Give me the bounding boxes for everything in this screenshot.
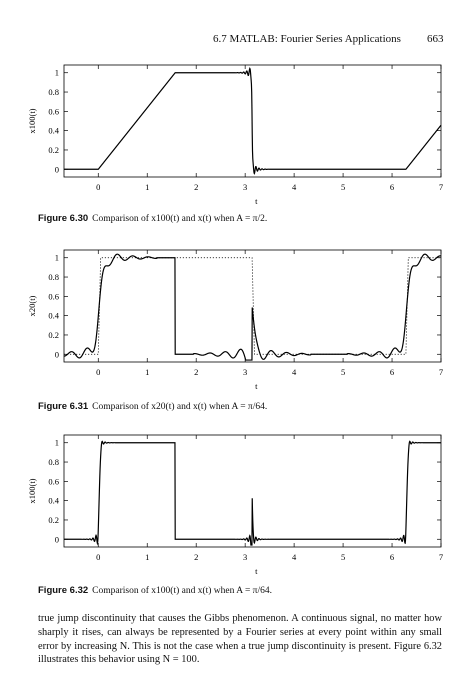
fourier-approximation-line	[64, 441, 441, 545]
x-tick-label: 6	[389, 182, 395, 192]
x-tick-label: 0	[96, 367, 101, 377]
running-header	[0, 33, 474, 47]
x-tick-label: 4	[291, 182, 297, 192]
figure-6-32-plot	[0, 425, 474, 575]
y-tick-label: 0.8	[48, 272, 59, 283]
x-tick-label: 5	[340, 367, 346, 377]
figure-6-32	[0, 425, 474, 605]
x-tick-label: 6	[389, 367, 395, 377]
x-tick-label: 1	[145, 367, 150, 377]
y-tick-label: 0.8	[48, 87, 59, 98]
figure-label: Figure 6.30	[38, 213, 89, 224]
caption-text: Comparison of x100(t) and x(t) when A = π/64.	[92, 586, 272, 596]
y-tick-label: 0.8	[48, 457, 59, 468]
x-tick-label: 0	[96, 552, 101, 562]
figure-6-31	[0, 240, 474, 420]
figure-6-30-caption	[38, 213, 267, 224]
y-axis-label: x100(t)	[27, 478, 37, 504]
x-tick-label: 4	[291, 552, 297, 562]
x-tick-label: 2	[194, 367, 199, 377]
section-title: 6.7 MATLAB: Fourier Series Applications	[213, 33, 401, 45]
x-tick-label: 2	[194, 552, 199, 562]
y-tick-label: 0.2	[48, 514, 59, 525]
x-tick-label: 5	[340, 552, 346, 562]
y-tick-label: 0.6	[48, 106, 59, 117]
y-tick-label: 0	[54, 349, 59, 360]
y-tick-label: 1	[54, 67, 59, 78]
page-number: 663	[427, 33, 444, 45]
caption-text: Comparison of x20(t) and x(t) when A = π/64.	[92, 402, 268, 412]
x-axis-label: t	[255, 381, 258, 391]
x-tick-label: 1	[145, 552, 150, 562]
y-axis-label: x20(t)	[27, 295, 37, 317]
y-tick-label: 0.4	[48, 125, 59, 136]
x-tick-label: 6	[389, 552, 395, 562]
x-tick-label: 7	[438, 367, 444, 377]
y-tick-label: 1	[54, 252, 59, 263]
x-tick-label: 7	[438, 552, 444, 562]
x-axis-label: t	[255, 196, 258, 206]
y-tick-label: 0.2	[48, 329, 59, 340]
x-tick-label: 7	[438, 182, 444, 192]
figure-label: Figure 6.31	[38, 401, 89, 412]
figure-label: Figure 6.32	[38, 585, 89, 596]
y-tick-label: 1	[54, 437, 59, 448]
x-tick-label: 0	[96, 182, 101, 192]
x-axis-label: t	[255, 566, 258, 576]
x-tick-label: 3	[243, 182, 248, 192]
x-tick-label: 3	[243, 367, 248, 377]
caption-text: Comparison of x100(t) and x(t) when A = π/2.	[92, 214, 268, 224]
y-tick-label: 0	[54, 534, 59, 545]
x-tick-label: 5	[340, 182, 346, 192]
y-tick-label: 0.6	[48, 476, 59, 487]
body-paragraph: true jump discontinuity that causes the Gibbs phenomenon. A continuous signal, no matter how sharply it rises, can always be represented by a Fourier series at every point within any small error by increasing N. This is not the case when a true jump discontinuity is present. Figure 6.32 illustrates this behavior using N = 100.	[38, 613, 442, 666]
figure-6-30	[0, 55, 474, 235]
y-tick-label: 0.2	[48, 144, 59, 155]
y-tick-label: 0.4	[48, 310, 59, 321]
x-tick-label: 2	[194, 182, 199, 192]
y-tick-label: 0	[54, 164, 59, 175]
y-axis-label: x100(t)	[27, 108, 37, 134]
figure-6-30-plot	[0, 55, 474, 205]
figure-6-32-caption	[38, 585, 272, 596]
y-tick-label: 0.4	[48, 495, 59, 506]
x-tick-label: 1	[145, 182, 150, 192]
y-tick-label: 0.6	[48, 291, 59, 302]
x-tick-label: 3	[243, 552, 248, 562]
x-tick-label: 4	[291, 367, 297, 377]
figure-6-31-plot	[0, 240, 474, 390]
figure-6-31-caption	[38, 401, 267, 412]
fourier-approximation-line	[64, 68, 441, 173]
